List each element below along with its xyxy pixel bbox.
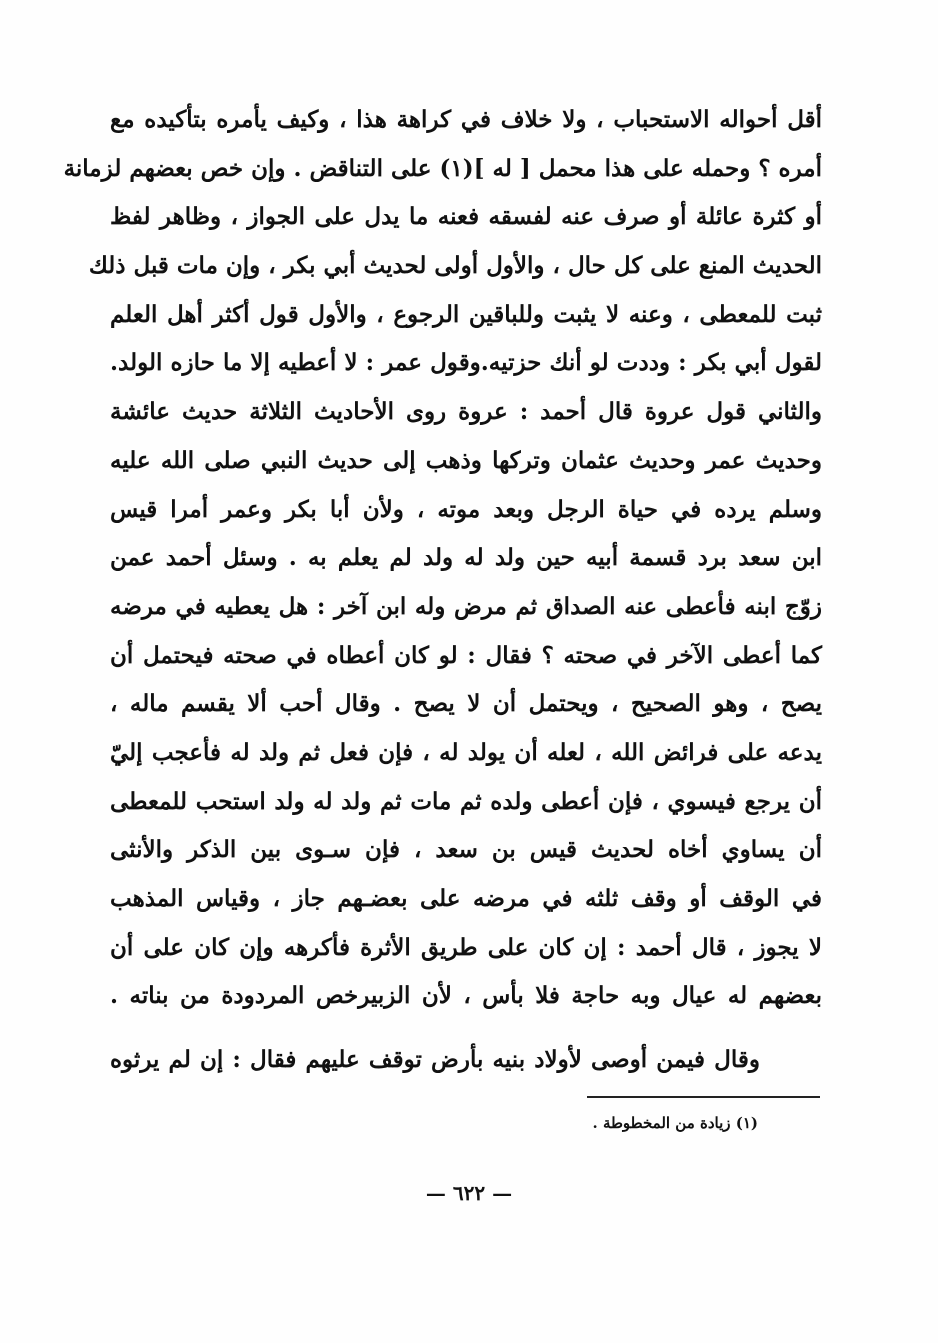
text-line: لا يجوز ، قال أحمد : إن كان على طريق الأثرة فأكرهه وإن كان على أن bbox=[110, 933, 822, 961]
text-line: الحديث المنع على كل حال ، والأول أولى لحديث أبي بكر ، وإن مات قبل ذلك bbox=[88, 252, 822, 280]
text-line: وسلم يرده في حياة الرجل وبعد موته ، ولأن أبا بكر وعمر أمرا قيس bbox=[110, 495, 822, 523]
text-line: ابن سعد برد قسمة أبيه حين ولد له ولد لم يعلم به . وسئل أحمد عمن bbox=[110, 544, 823, 572]
text-line: زوّج ابنه فأعطى عنه الصداق ثم مرض وله ابن آخر : هل يعطيه في مرضه bbox=[110, 592, 822, 620]
text-line: أقل أحواله الاستحباب ، ولا خلاف في كراهة هذا ، وكيف يأمره بتأكيده مع bbox=[110, 106, 822, 133]
footnote-separator bbox=[587, 1096, 820, 1098]
text-line: أمره ؟ وحمله على هذا محمل [ له ](١) على التناقض . وإن خص بعضهم لزمانة bbox=[63, 154, 822, 182]
text-line: في الوقف أو وقف ثلثه في مرضه على بعضـهم جاز ، وقياس المذهب bbox=[110, 885, 822, 912]
text-line: يصح ، وهو الصحيح ، ويحتمل أن لا يصح . وقال أحب ألا يقسم ماله ، bbox=[110, 690, 822, 718]
text-line: ثبت للمعطى ، وعنه لا يثبت وللباقين الرجوع ، والأول قول أكثر أهل العلم bbox=[110, 300, 822, 328]
text-line: لقول أبي بكر : وددت لو أنك حزتيه.وقول عمر : لا أعطيه إلا ما حازه الولد. bbox=[110, 349, 822, 377]
text-line: أو كثرة عائلة أو صرف عنه لفسقه فعنه ما يدل على الجواز ، وظاهر لفظ bbox=[110, 203, 822, 231]
text-line: يدعه على فرائض الله ، لعله أن يولد له ، فإن فعل ثم ولد له فأعجب إليّ bbox=[110, 738, 822, 766]
footnote: (١) زيادة من المخطوطة . bbox=[592, 1114, 758, 1132]
text-line: كما أعطى الآخر في صحته ؟ فقال : لو كان أعطاه في صحته فيحتمل أن bbox=[110, 641, 822, 669]
text-line: والثاني قول عروة قال أحمد : عروة روى الأحاديث الثلاثة حديث عائشة bbox=[110, 398, 822, 426]
text-line: أن يرجع فيسوي ، فإن أعطى ولده ثم مات ثم ولد له ولد استحب للمعطى bbox=[110, 787, 822, 815]
text-line: أن يساوي أخاه لحديث قيس بن سعد ، فإن سـوى بين الذكر والأنثى bbox=[110, 836, 822, 864]
next-paragraph bbox=[110, 1036, 760, 1085]
text-line: بعضهم له عيال وبه حاجة فلا بأس ، لأن الزبيرخص المردودة من بناته . bbox=[110, 982, 822, 1010]
text-line: وقال فيمن أوصى لأولاد بنيه بأرض توقف عليهم فقال : إن لم يرثوه bbox=[110, 1046, 760, 1073]
main-text-block bbox=[63, 96, 823, 1021]
text-line: وحديث عمر وحديث عثمان وتركها وذهب إلى حديث النبي صلى الله عليه bbox=[110, 446, 822, 474]
page-number: — ٦٢٢ — bbox=[425, 1181, 513, 1205]
